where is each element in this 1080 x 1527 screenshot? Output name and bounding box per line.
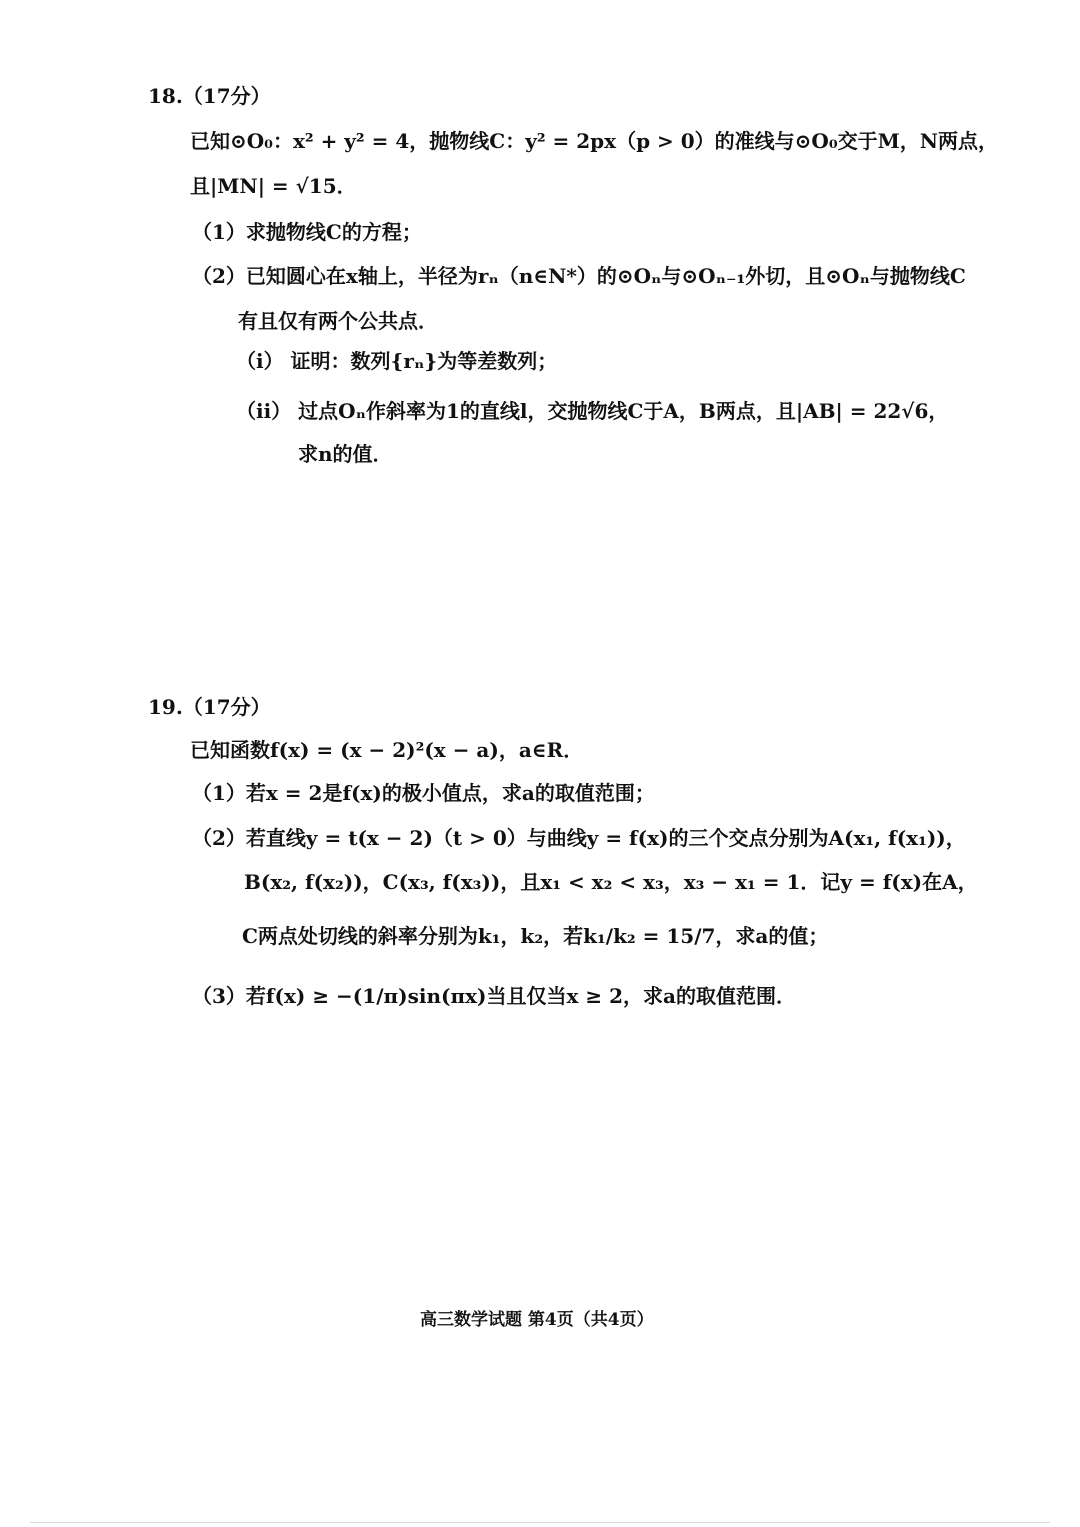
q19-part3: （3）若f(x) ≥ −(1/π)sin(πx)当且仅当x ≥ 2，求a的取值范围． [192,984,796,1008]
q19-header: 19.（17分） [148,695,271,719]
q18-part2-line1: （2）已知圆心在x轴上，半径为rₙ（n∈N*）的⊙Oₙ与⊙Oₙ₋₁外切，且⊙Oₙ与抛物线C [192,264,966,288]
q19-stem: 已知函数f(x) = (x − 2)²(x − a)，a∈R． [190,738,584,762]
q19-part2-line1: （2）若直线y = t(x − 2)（t > 0）与曲线y = f(x)的三个交点分别为A(x₁, f(x₁))， [192,826,966,850]
q18-part2-ii-line2: 求n的值． [298,442,393,466]
q19-part2-line3: C两点处切线的斜率分别为k₁，k₂，若k₁/k₂ = 15/7，求a的值； [242,924,829,948]
bottom-rule [30,1522,1050,1523]
q18-part1: （1）求抛物线C的方程； [192,220,422,244]
page-footer: 高三数学试题 第4页（共4页） [420,1310,654,1330]
q18-part2-ii-line1: （ⅱ） 过点Oₙ作斜率为1的直线l，交抛物线C于A，B两点，且|AB| = 22√6， [236,399,949,423]
q18-part2-i: （ⅰ） 证明：数列{rₙ}为等差数列； [236,349,558,373]
q19-part2-line2: B(x₂, f(x₂))，C(x₃, f(x₃))，且x₁ < x₂ < x₃，x₃ − x₁ = 1．记y = f(x)在A， [244,870,978,894]
q19-part1: （1）若x = 2是f(x)的极小值点，求a的取值范围； [192,781,655,805]
q18-header: 18.（17分） [148,84,271,108]
q18-stem-line2: 且|MN| = √15． [190,174,357,198]
q18-part2-line2: 有且仅有两个公共点． [238,309,438,333]
q18-stem-line1: 已知⊙O₀：x² + y² = 4，抛物线C：y² = 2px（p > 0）的准线与⊙O₀交于M，N两点， [190,129,999,153]
